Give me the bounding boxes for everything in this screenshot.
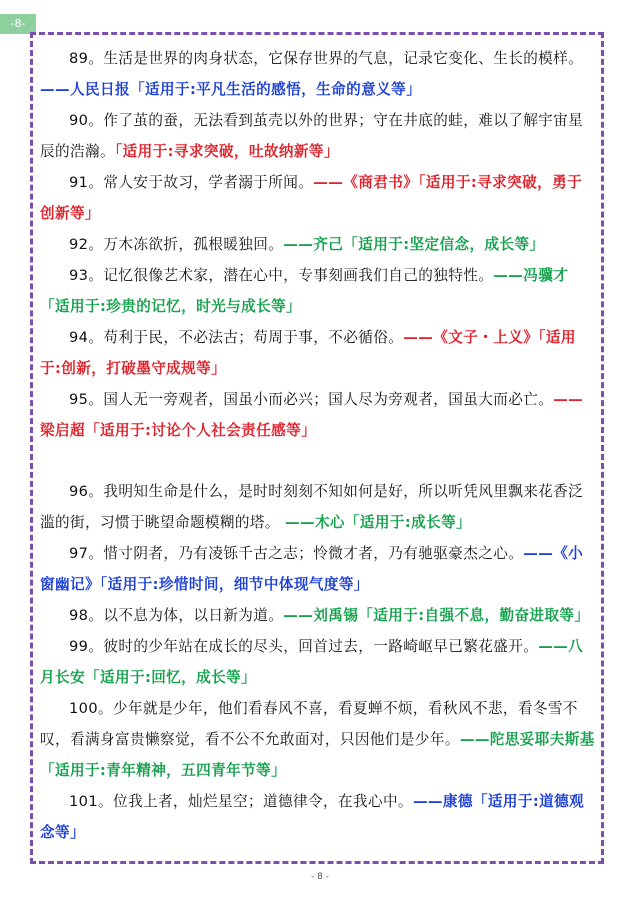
quote-98: 98。以不息为体，以日新为道。——刘禹锡「适用于:自强不息，勤奋进取等」	[69, 607, 590, 624]
quote-90: 90。作了茧的蚕，无法看到茧壳以外的世界；守在井底的蛙，难以了解宇宙星辰的浩瀚。「适用于:寻求突破，吐故纳新等」	[40, 112, 584, 160]
page-number-tab: -8-	[0, 14, 36, 34]
page-footer: - 8 -	[311, 872, 329, 882]
quote-97: 97。惜寸阴者，乃有凌铄千古之志；怜微才者，乃有驰驱豪杰之心。——《小窗幽记》「适用于:珍惜时间，细节中体现气度等」	[40, 545, 584, 593]
quote-92: 92。万木冻欲折，孤根暖独回。——齐己「适用于:坚定信念，成长等」	[69, 236, 545, 253]
quote-94: 94。苟利于民，不必法古；苟周于事，不必循俗。——《文子・上义》「适用于:创新，打破墨守成规等」	[40, 329, 576, 377]
quote-99: 99。彼时的少年站在成长的尽头，回首过去，一路崎岖早已繁花盛开。——八月长安「适用于:回忆，成长等」	[40, 638, 584, 686]
quote-89: 89。生活是世界的肉身状态，它保存世界的气息，记录它变化、生长的模样。——人民日报「适用于:平凡生活的感悟，生命的意义等」	[40, 50, 584, 98]
quote-frame	[30, 32, 604, 864]
quote-96: 96。我明知生命是什么，是时时刻刻不知如何是好，所以听凭风里飘来花香泛滥的街，习惯于眺望命题模糊的塔。 ——木心「适用于:成长等」	[40, 483, 584, 531]
quote-93: 93。记忆很像艺术家，潜在心中，专事刻画我们自己的独特性。——冯骥才「适用于:珍贵的记忆，时光与成长等」	[40, 267, 569, 315]
quote-100: 100。少年就是少年，他们看春风不喜，看夏蝉不烦，看秋风不悲，看冬雪不叹，看满身富贵懒察觉，看不公不允敢面对，只因他们是少年。——陀思妥耶夫斯基「适用于:青年精神，五四青年节等」	[40, 700, 595, 779]
quote-95: 95。国人无一旁观者，国虽小而必兴；国人尽为旁观者，国虽大而必亡。——梁启超「适用于:讨论个人社会责任感等」	[40, 391, 584, 439]
quote-101: 101。位我上者，灿烂星空；道德律令，在我心中。——康德「适用于:道德观念等」	[40, 793, 585, 841]
quote-91: 91。常人安于故习，学者溺于所闻。——《商君书》「适用于:寻求突破，勇于创新等」	[40, 174, 583, 222]
